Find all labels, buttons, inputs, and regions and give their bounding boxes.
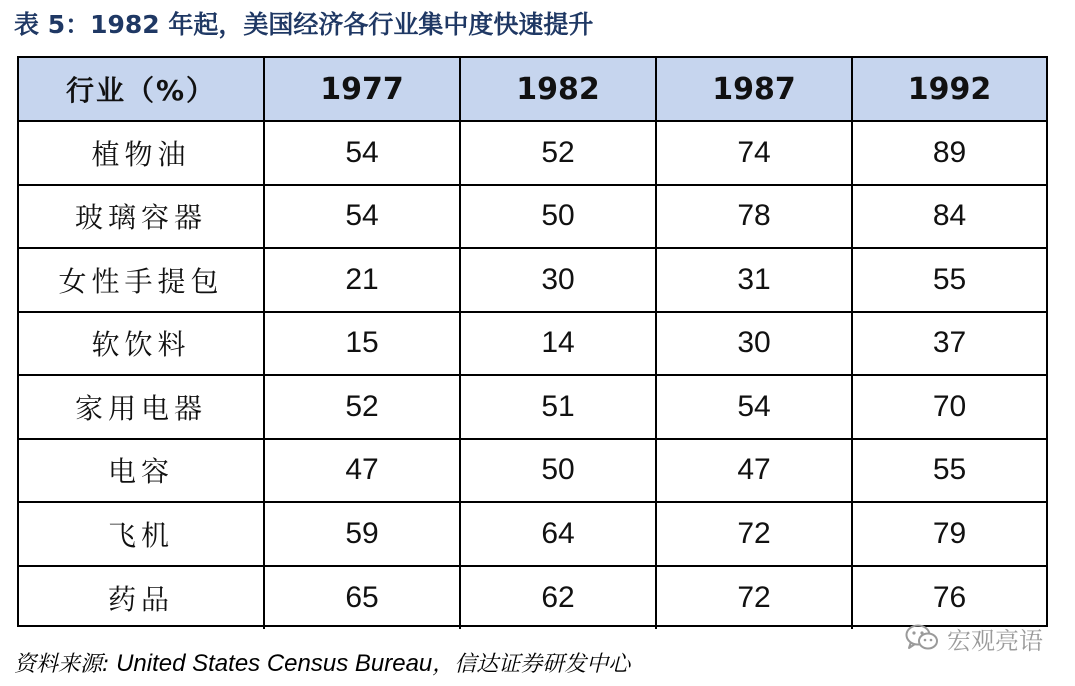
row-label: 药品 <box>19 566 264 630</box>
cell-1982: 14 <box>460 312 656 376</box>
cell-1977: 54 <box>264 121 460 185</box>
cell-1987: 54 <box>656 375 852 439</box>
cell-1987: 72 <box>656 566 852 630</box>
row-label: 玻璃容器 <box>19 185 264 249</box>
table-title: 表 5：1982 年起，美国经济各行业集中度快速提升 <box>14 10 594 39</box>
watermark-text: 宏观亮语 <box>947 626 1043 655</box>
cell-1987: 31 <box>656 248 852 312</box>
industry-concentration-table <box>19 58 1046 629</box>
cell-1982: 50 <box>460 185 656 249</box>
table-row <box>19 248 1046 312</box>
row-label: 家用电器 <box>19 375 264 439</box>
header-year-1992: 1992 <box>852 58 1046 121</box>
source-suffix: ，信达证券研发中心 <box>432 652 631 677</box>
wechat-icon <box>905 624 939 652</box>
cell-1977: 65 <box>264 566 460 630</box>
source-english: United States Census Bureau <box>109 650 433 677</box>
table-row <box>19 185 1046 249</box>
cell-1992: 55 <box>852 439 1046 503</box>
row-label: 电容 <box>19 439 264 503</box>
cell-1992: 55 <box>852 248 1046 312</box>
cell-1992: 37 <box>852 312 1046 376</box>
table-row <box>19 375 1046 439</box>
source-prefix: 资料来源: <box>14 652 110 677</box>
cell-1987: 78 <box>656 185 852 249</box>
header-year-1987: 1987 <box>656 58 852 121</box>
cell-1992: 84 <box>852 185 1046 249</box>
row-label: 植物油 <box>19 121 264 185</box>
cell-1982: 50 <box>460 439 656 503</box>
cell-1977: 52 <box>264 375 460 439</box>
table-row <box>19 502 1046 566</box>
cell-1977: 21 <box>264 248 460 312</box>
cell-1977: 59 <box>264 502 460 566</box>
table-row <box>19 121 1046 185</box>
table-row <box>19 439 1046 503</box>
table-row <box>19 566 1046 630</box>
cell-1982: 64 <box>460 502 656 566</box>
cell-1992: 79 <box>852 502 1046 566</box>
header-year-1977: 1977 <box>264 58 460 121</box>
cell-1982: 30 <box>460 248 656 312</box>
cell-1987: 30 <box>656 312 852 376</box>
cell-1992: 70 <box>852 375 1046 439</box>
cell-1992: 89 <box>852 121 1046 185</box>
row-label: 软饮料 <box>19 312 264 376</box>
data-table-container <box>17 56 1048 627</box>
row-label: 飞机 <box>19 502 264 566</box>
cell-1982: 51 <box>460 375 656 439</box>
table-row <box>19 312 1046 376</box>
cell-1987: 72 <box>656 502 852 566</box>
cell-1977: 15 <box>264 312 460 376</box>
source-note <box>14 648 630 680</box>
cell-1992: 76 <box>932 580 967 614</box>
row-label: 女性手提包 <box>19 248 264 312</box>
header-industry: 行业（%） <box>19 58 264 121</box>
cell-1987: 74 <box>656 121 852 185</box>
table-header-row <box>19 58 1046 121</box>
cell-1977: 47 <box>264 439 460 503</box>
cell-1982: 62 <box>460 566 656 630</box>
cell-1987: 47 <box>656 439 852 503</box>
header-year-1982: 1982 <box>460 58 656 121</box>
cell-1977: 54 <box>264 185 460 249</box>
watermark <box>905 622 1043 654</box>
cell-1982: 52 <box>460 121 656 185</box>
